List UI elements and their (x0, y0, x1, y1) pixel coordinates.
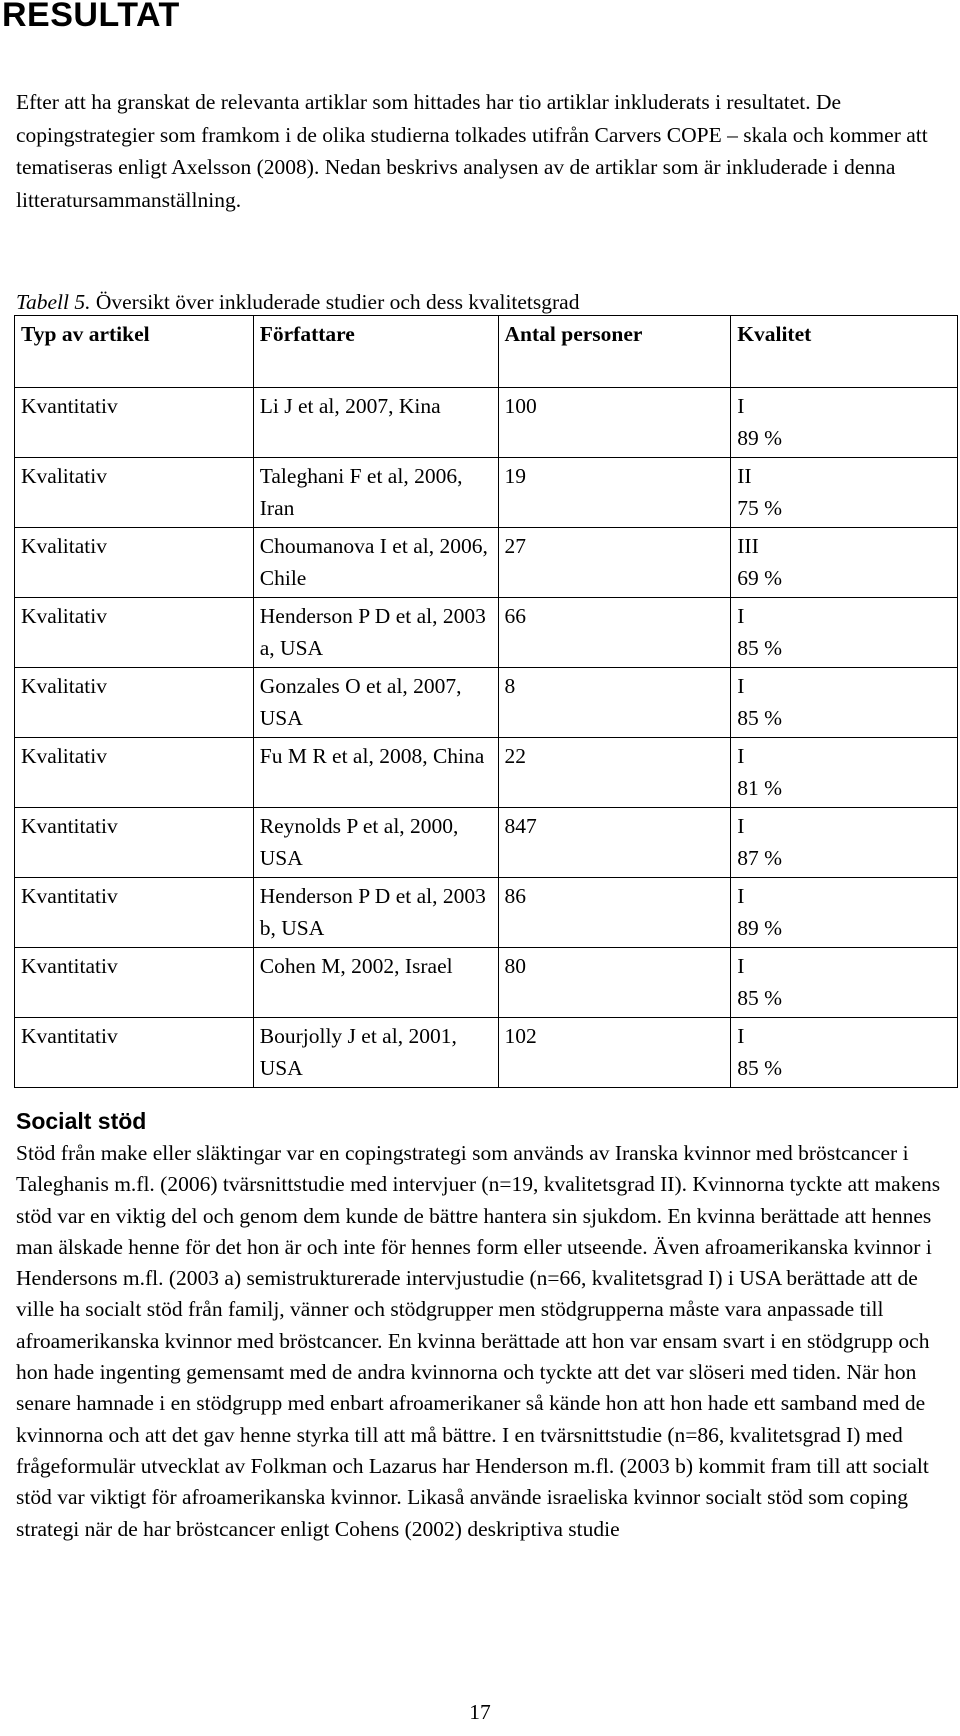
cell-quality-grade: I (737, 744, 745, 768)
table-row (15, 878, 958, 948)
cell-count-n: 102 (504, 1024, 537, 1048)
cell-type (15, 738, 254, 808)
cell-type-type: Kvantitativ (21, 954, 118, 978)
cell-quality-pct: 85 % (737, 1056, 783, 1080)
cell-author (253, 388, 498, 458)
cell-quality-pct: 69 % (737, 566, 783, 590)
table-caption (16, 287, 579, 317)
cell-count-n: 66 (504, 604, 527, 628)
cell-quality (731, 668, 958, 738)
cell-quality (731, 948, 958, 1018)
cell-count (498, 528, 731, 598)
table-row (15, 668, 958, 738)
cell-count (498, 668, 731, 738)
cell-quality (731, 808, 958, 878)
table-row (15, 738, 958, 808)
cell-author (253, 528, 498, 598)
cell-quality-grade: I (737, 1024, 745, 1048)
page-number: 17 (469, 1700, 491, 1724)
cell-quality-pct: 85 % (737, 986, 783, 1010)
cell-count-n: 847 (504, 814, 537, 838)
cell-author-author: Henderson P D et al, 2003 a, USA (259, 604, 486, 660)
cell-author (253, 738, 498, 808)
cell-quality (731, 878, 958, 948)
cell-quality (731, 458, 958, 528)
cell-author (253, 598, 498, 668)
cell-quality (731, 738, 958, 808)
cell-author-author: Cohen M, 2002, Israel (259, 954, 453, 978)
cell-count (498, 948, 731, 1018)
cell-count (498, 1018, 731, 1088)
cell-author-author: Choumanova I et al, 2006, Chile (259, 534, 488, 590)
cell-author (253, 878, 498, 948)
cell-author-author: Reynolds P et al, 2000, USA (259, 814, 459, 870)
cell-quality-grade: III (737, 534, 759, 558)
page-heading: RESULTAT (2, 0, 180, 34)
cell-type-type: Kvantitativ (21, 814, 118, 838)
cell-count-n: 80 (504, 954, 527, 978)
cell-type-type: Kvantitativ (21, 884, 118, 908)
cell-count (498, 738, 731, 808)
cell-quality-pct: 87 % (737, 846, 783, 870)
cell-count-n: 8 (504, 674, 516, 698)
intro-paragraph: Efter att ha granskat de relevanta artiklar som hittades har tio artiklar inkluderats i resultatet. De copingstrategier som framkom i de olika studierna tolkades utifrån Carvers COPE – skala och kommer att tematiseras enligt Axelsson (2008). Nedan beskrivs analysen av de artiklar som är inkluderade i denna litteratursammanställning. (16, 90, 928, 212)
table-row (15, 458, 958, 528)
cell-quality-grade: I (737, 884, 745, 908)
studies-table (14, 315, 958, 1088)
cell-quality-grade: I (737, 814, 745, 838)
cell-author-author: Taleghani F et al, 2006, Iran (259, 464, 463, 520)
cell-type-type: Kvantitativ (21, 394, 118, 418)
table-caption-label: Tabell 5. (16, 290, 91, 314)
cell-quality-grade: II (737, 464, 752, 488)
section-body: Stöd från make eller släktingar var en copingstrategi som används av Iranska kvinnor med bröstcancer i Taleghanis m.fl. (2006) tvärsnittstudie med intervjuer (n=19, kvalitetsgrad II). Kvinnorna tyckte att makens stöd var en viktig del och genom dem kunde de bättre hantera sin sjukdom. En kvinna berättade att hennes man älskade henne för det hon är och inte för hennes form eller utseende. Även afroamerikanska kvinnor i Hendersons m.fl. (2003 a) semistrukturerade intervjustudie (n=66, kvalitetsgrad I) i USA berättade att de ville ha socialt stöd från familj, vänner och stödgrupper men stödgrupperna måste vara anpassade till afroamerikanska kvinnor med bröstcancer. En kvinna berättade att hon var ensam svart i en stödgrupp och hon hade ingenting gemensamt med de andra kvinnorna och tyckte att det var slöseri med tiden. När hon senare hamnade i en stödgrupp med enbart afroamerikaner så kände hon att hon hade ett samband med de kvinnorna och att det gav henne styrka till att må bättre. I en tvärsnittstudie (n=86, kvalitetsgrad I) med frågeformulär utvecklat av Folkman och Lazarus har Henderson m.fl. (2003 b) kommit fram till att socialt stöd var viktigt för afroamerikanska kvinnor. Likaså använde israeliska kvinnor socialt stöd som coping strategi när de har bröstcancer enligt Cohens (2002) deskriptiva studie (16, 1141, 941, 1541)
cell-count-n: 19 (504, 464, 527, 488)
cell-quality-grade: I (737, 604, 745, 628)
cell-author-author: Li J et al, 2007, Kina (259, 394, 441, 418)
table-row (15, 948, 958, 1018)
cell-author-author: Fu M R et al, 2008, China (259, 744, 485, 768)
cell-type-type: Kvalitativ (21, 534, 107, 558)
cell-count (498, 878, 731, 948)
header-type: Typ av artikel (15, 316, 254, 388)
table-row (15, 1018, 958, 1088)
cell-type (15, 948, 254, 1018)
cell-quality (731, 1018, 958, 1088)
cell-quality-grade: I (737, 394, 745, 418)
table-header-row (15, 316, 958, 388)
header-quality: Kvalitet (731, 316, 958, 388)
cell-type (15, 458, 254, 528)
table-row (15, 528, 958, 598)
cell-quality-pct: 89 % (737, 426, 783, 450)
cell-count-n: 22 (504, 744, 527, 768)
cell-count-n: 100 (504, 394, 537, 418)
header-count: Antal personer (498, 316, 731, 388)
cell-count-n: 27 (504, 534, 527, 558)
cell-type-type: Kvalitativ (21, 464, 107, 488)
cell-count-n: 86 (504, 884, 527, 908)
cell-quality (731, 388, 958, 458)
cell-author-author: Bourjolly J et al, 2001, USA (259, 1024, 457, 1080)
cell-quality-pct: 85 % (737, 706, 783, 730)
table-row (15, 808, 958, 878)
cell-type (15, 808, 254, 878)
cell-quality-pct: 75 % (737, 496, 783, 520)
cell-quality (731, 528, 958, 598)
cell-count (498, 458, 731, 528)
cell-author (253, 1018, 498, 1088)
cell-type-type: Kvalitativ (21, 604, 107, 628)
table-body (15, 388, 958, 1088)
cell-author (253, 458, 498, 528)
cell-quality-grade: I (737, 954, 745, 978)
table-row (15, 598, 958, 668)
cell-author-author: Gonzales O et al, 2007, USA (259, 674, 462, 730)
table-row (15, 388, 958, 458)
cell-count (498, 388, 731, 458)
cell-type (15, 668, 254, 738)
cell-quality-pct: 81 % (737, 776, 783, 800)
cell-type (15, 388, 254, 458)
cell-count (498, 808, 731, 878)
cell-author (253, 948, 498, 1018)
cell-type (15, 1018, 254, 1088)
table-caption-text: Översikt över inkluderade studier och dess kvalitetsgrad (90, 290, 580, 314)
cell-type-type: Kvantitativ (21, 1024, 118, 1048)
cell-count (498, 598, 731, 668)
cell-type (15, 528, 254, 598)
header-author: Författare (253, 316, 498, 388)
cell-quality-pct: 85 % (737, 636, 783, 660)
cell-author (253, 668, 498, 738)
cell-type-type: Kvalitativ (21, 674, 107, 698)
cell-quality-pct: 89 % (737, 916, 783, 940)
cell-author-author: Henderson P D et al, 2003 b, USA (259, 884, 486, 940)
cell-type-type: Kvalitativ (21, 744, 107, 768)
cell-type (15, 878, 254, 948)
cell-quality-grade: I (737, 674, 745, 698)
cell-type (15, 598, 254, 668)
cell-author (253, 808, 498, 878)
section-title: Socialt stöd (16, 1108, 147, 1134)
cell-quality (731, 598, 958, 668)
